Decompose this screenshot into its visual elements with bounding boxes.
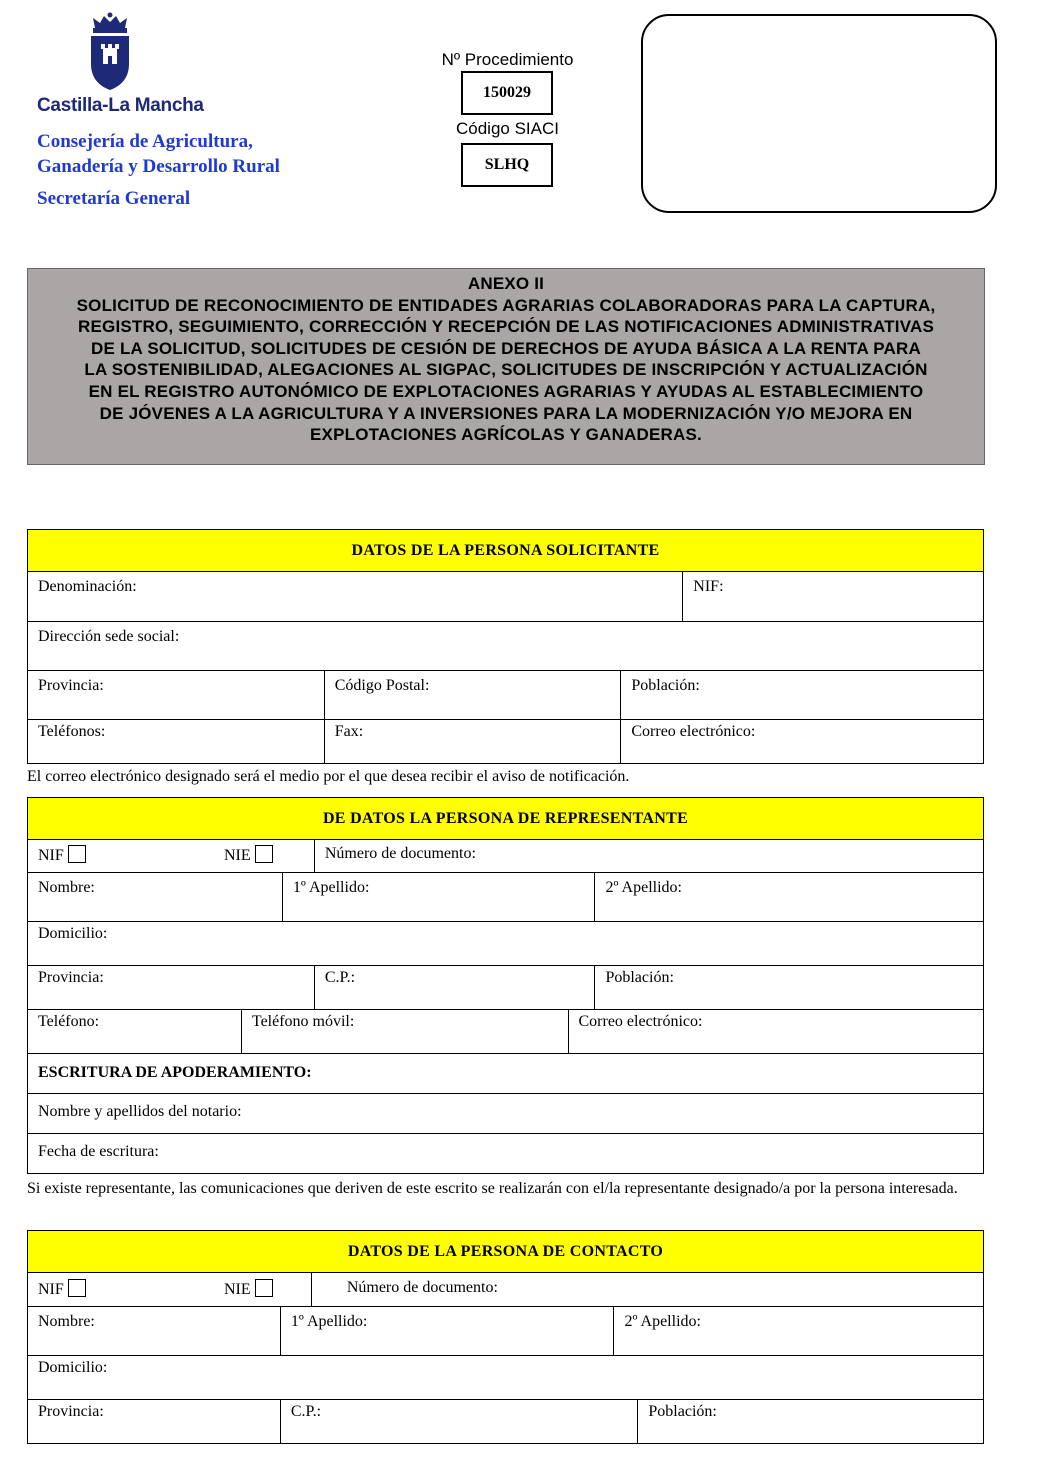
solicitante-section (27, 529, 984, 764)
telefono-movil-field[interactable]: Teléfono móvil: (241, 1010, 568, 1054)
poblacion-field[interactable]: Población: (595, 966, 984, 1010)
nie-label: NIE (224, 1281, 251, 1298)
apellido1-field[interactable]: 1º Apellido: (282, 873, 595, 922)
nie-checkbox[interactable] (255, 1279, 273, 1297)
title-line: EN EL REGISTRO AUTONÓMICO DE EXPLOTACIONES AGRARIAS Y AYUDAS AL ESTABLECIMIENTO (88, 381, 924, 401)
apellido2-field[interactable]: 2º Apellido: (614, 1307, 984, 1356)
domicilio-field[interactable]: Domicilio: (28, 922, 984, 966)
nif-label: NIF (38, 847, 64, 864)
cp-field[interactable]: C.P.: (280, 1400, 638, 1444)
title-line: REGISTRO, SEGUIMIENTO, CORRECCIÓN Y RECEPCIÓN DE LAS NOTIFICACIONES ADMINISTRATIVAS (78, 317, 934, 337)
nif-checkbox[interactable] (68, 1279, 86, 1297)
title-line: EXPLOTACIONES AGRÍCOLAS Y GANADERAS. (310, 425, 702, 445)
siaci-code-box: SLHQ (461, 143, 553, 187)
domicilio-field[interactable]: Domicilio: (28, 1356, 984, 1400)
provincia-field[interactable]: Provincia: (28, 966, 315, 1010)
telefonos-field[interactable]: Teléfonos: (28, 720, 325, 764)
numero-documento-field[interactable]: Número de documento: (314, 840, 983, 873)
cp-field[interactable]: C.P.: (314, 966, 595, 1010)
nombre-field[interactable]: Nombre: (28, 873, 283, 922)
title-line: DE LA SOLICITUD, SOLICITUDES DE CESIÓN DE DERECHOS DE AYUDA BÁSICA A LA RENTA PARA (91, 338, 921, 358)
nif-label: NIF (38, 1281, 64, 1298)
secretaria-general: Secretaría General (37, 188, 191, 209)
poblacion-field[interactable]: Población: (638, 1400, 984, 1444)
fecha-escritura-field[interactable]: Fecha de escritura: (28, 1134, 984, 1174)
registry-stamp-box (641, 14, 997, 213)
nif-field[interactable]: NIF: (683, 572, 984, 622)
apellido2-field[interactable]: 2º Apellido: (595, 873, 984, 922)
title-line: DE JÓVENES A LA AGRICULTURA Y A INVERSIONES PARA LA MODERNIZACIÓN Y/O MEJORA EN (99, 403, 913, 423)
provincia-field[interactable]: Provincia: (28, 671, 325, 720)
nif-checkbox[interactable] (68, 845, 86, 863)
procedure-number-label: Nº Procedimiento (441, 50, 574, 69)
department-name (37, 129, 280, 179)
nie-checkbox[interactable] (255, 845, 273, 863)
escritura-heading: ESCRITURA DE APODERAMIENTO: (28, 1054, 984, 1094)
numero-documento-field[interactable]: Número de documento: (311, 1273, 983, 1307)
poblacion-field[interactable]: Población: (621, 671, 984, 720)
nombre-field[interactable]: Nombre: (28, 1307, 281, 1356)
solicitante-note: El correo electrónico designado será el medio por el que desea recibir el aviso de notificación. (27, 768, 630, 785)
department-line-2: Ganadería y Desarrollo Rural (37, 156, 280, 177)
doc-type-selector (28, 840, 315, 873)
form-title (27, 268, 985, 465)
provincia-field[interactable]: Provincia: (28, 1400, 281, 1444)
contacto-section (27, 1230, 984, 1444)
procedure-number-box: 150029 (461, 71, 553, 115)
direccion-field[interactable]: Dirección sede social: (28, 622, 984, 671)
solicitante-header: DATOS DE LA PERSONA SOLICITANTE (28, 530, 984, 572)
castilla-la-mancha-logo (87, 12, 133, 92)
title-line: ANEXO II (467, 274, 545, 293)
contacto-header: DATOS DE LA PERSONA DE CONTACTO (28, 1231, 984, 1273)
fax-field[interactable]: Fax: (324, 720, 621, 764)
brand-name: Castilla-La Mancha (37, 95, 204, 116)
representante-note: Si existe representante, las comunicaciones que deriven de este escrito se realizarán con el/la representante designado/a por la persona interesada. (27, 1180, 958, 1197)
title-line: LA SOSTENIBILIDAD, ALEGACIONES AL SIGPAC, SOLICITUDES DE INSCRIPCIÓN Y ACTUALIZACIÓN (84, 360, 928, 380)
codigo-postal-field[interactable]: Código Postal: (324, 671, 621, 720)
title-line: SOLICITUD DE RECONOCIMIENTO DE ENTIDADES AGRARIAS COLABORADORAS PARA LA CAPTURA, (76, 295, 936, 315)
department-line-1: Consejería de Agricultura, (37, 131, 253, 152)
doc-type-selector (28, 1273, 312, 1307)
telefono-field[interactable]: Teléfono: (28, 1010, 242, 1054)
notario-field[interactable]: Nombre y apellidos del notario: (28, 1094, 984, 1134)
nie-label: NIE (224, 847, 251, 864)
representante-section (27, 797, 984, 1174)
apellido1-field[interactable]: 1º Apellido: (280, 1307, 614, 1356)
siaci-code-label: Código SIACI (456, 119, 559, 138)
denominacion-field[interactable]: Denominación: (28, 572, 683, 622)
correo-field[interactable]: Correo electrónico: (568, 1010, 984, 1054)
representante-header: DE DATOS LA PERSONA DE REPRESENTANTE (28, 798, 984, 840)
correo-field[interactable]: Correo electrónico: (621, 720, 984, 764)
